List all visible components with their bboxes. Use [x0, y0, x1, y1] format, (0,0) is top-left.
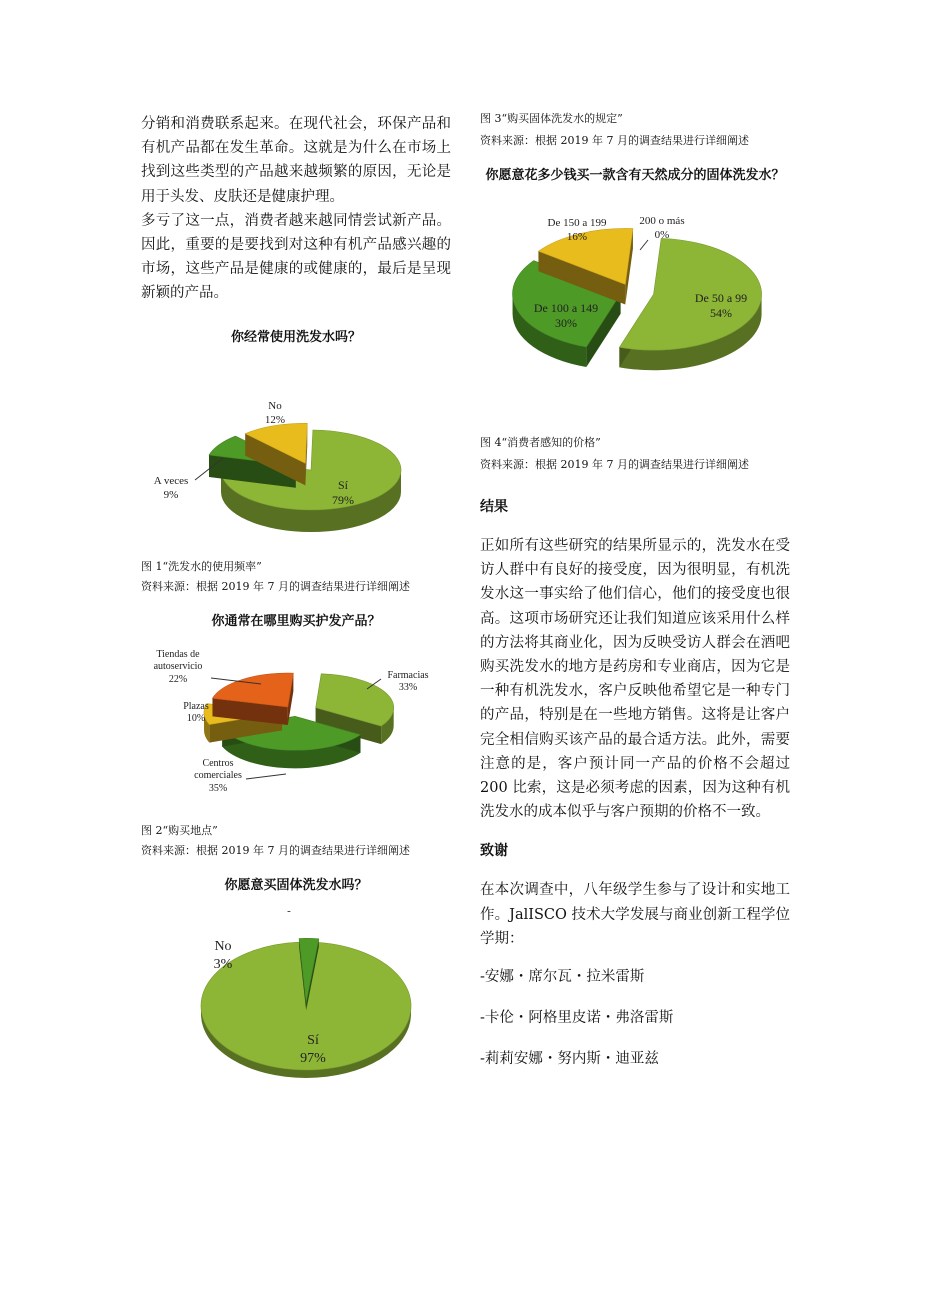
chart1-value-no: 12%: [264, 413, 286, 426]
chart1-title: 你经常使用洗发水吗？: [230, 329, 361, 345]
intro-paragraph-1: 分销和消费联系起来。在现代社会，环保产品和有机产品都在发生革命。这就是为什么在市场上找到这些类型的产品越来越频繁的原因，无论是用于头发、皮肤还是健康护理。: [141, 116, 451, 205]
chart3-buy-solid-shampoo-pie: [141, 898, 451, 1108]
right-column: [480, 112, 790, 1072]
chart2-leader-centros: [246, 774, 286, 779]
chart1-label-aveces: A veces: [153, 474, 189, 487]
chart4-value-100: 30%: [555, 316, 577, 330]
fig3-caption: 图 3“购买固体洗发水的规定”: [480, 112, 623, 125]
chart4-value-50: 54%: [710, 306, 732, 320]
left-column: [141, 112, 451, 1108]
chart4-label-150: De 150 a 199: [547, 217, 607, 229]
chart2-title: 你通常在哪里购买护发产品？: [211, 613, 381, 629]
chart2-value-farmacias: 33%: [398, 681, 418, 693]
chart4-label-50: De 50 a 99: [694, 291, 748, 305]
chart1-value-aveces: 9%: [163, 488, 179, 501]
intro-paragraph-2: 多亏了这一点，消费者越来越同情尝试新产品。因此，重要的是要找到对这种有机产品感兴趣的市场，这些产品是健康的或健康的，最后是呈现新颖的产品。: [141, 212, 451, 302]
chart2-label-tiendas-2: autoservicio: [153, 660, 203, 672]
chart1-label-no: No: [268, 399, 282, 412]
chart1-value-si: 79%: [332, 492, 354, 507]
chart3-annotation: -: [287, 904, 291, 917]
chart4-perceived-price-pie: [480, 188, 790, 418]
fig3-source: 资料来源：根据 2019 年 7 月的调查结果进行详细阐述: [480, 134, 749, 147]
fig1-caption: 图 1“洗发水的使用频率”: [141, 559, 262, 573]
chart2-value-centros: 35%: [208, 782, 228, 794]
fig1-source: 资料来源：根据 2019 年 7 月的调查结果进行详细阐述: [141, 579, 410, 593]
chart3-value-no: 3%: [213, 956, 233, 972]
chart3-value-si: 97%: [300, 1050, 326, 1066]
fig4-source: 资料来源：根据 2019 年 7 月的调查结果进行详细阐述: [480, 458, 749, 471]
results-heading: 结果: [480, 499, 508, 515]
results-paragraph: 正如所有这些研究的结果所显示的，洗发水在受访人群中有良好的接受度，因为很明显，有机洗发水这一事实给了他们信心，他们的接受度也很高。这项市场研究还让我们知道应该采用什么样的方法将其商业化，因为反映受访人群会在酒吧购买洗发水的地方是药房和专业商店，因为它是一种有机洗发水，客户反映他希望它是一种专门的产品，特别是在一些地方销售。这将是让客户完全相信购买该产品的最合适方法。此外，需要注意的是，客户预计同一产品的价格不会超过 200 比索，这是必须考虑的因素，因为这种有机洗发水的成本似乎与客户预期的价格不一致。: [480, 538, 790, 821]
chart4-value-150: 16%: [566, 231, 588, 243]
name-3: -莉莉安娜・努内斯・迪亚兹: [480, 1051, 659, 1068]
chart2-value-plazas: 10%: [186, 712, 206, 724]
fig2-source: 资料来源：根据 2019 年 7 月的调查结果进行详细阐述: [141, 843, 410, 857]
chart4-title: 你愿意花多少钱买一款含有天然成分的固体洗发水？: [485, 168, 785, 183]
chart4-label-200: 200 o más: [639, 215, 685, 227]
chart2-label-centros-2: comerciales: [194, 769, 242, 781]
name-2: -卡伦・阿格里皮诺・弗洛雷斯: [480, 1010, 674, 1027]
thanks-heading: 致谢: [480, 843, 508, 860]
chart2-label-plazas: Plazas: [183, 700, 209, 712]
chart4-label-100: De 100 a 149: [533, 301, 599, 315]
chart3-label-si: Sí: [307, 1032, 319, 1048]
chart4-leader-200: [640, 240, 648, 250]
chart2-label-tiendas-1: Tiendas de: [156, 648, 200, 660]
chart2-value-tiendas: 22%: [168, 673, 188, 685]
chart1-label-si: Sí: [337, 477, 349, 492]
name-1: -安娜・席尔瓦・拉米雷斯: [480, 969, 645, 986]
chart4-value-200: 0%: [654, 229, 670, 241]
chart2-purchase-place-pie: [141, 634, 451, 814]
thanks-paragraph: 在本次调查中，八年级学生参与了设计和实地工作。JalISCO 技术大学发展与商业创新工程学位学期：: [480, 882, 790, 947]
chart2-label-farmacias: Farmacias: [387, 669, 429, 681]
fig2-caption: 图 2“购买地点”: [141, 823, 218, 837]
fig4-caption: 图 4“消费者感知的价格”: [480, 436, 601, 449]
chart3-label-no: No: [214, 938, 232, 954]
chart3-title: 你愿意买固体洗发水吗？: [224, 877, 368, 893]
chart2-label-centros-1: Centros: [202, 757, 234, 769]
chart1-usage-frequency-pie: [141, 350, 451, 550]
